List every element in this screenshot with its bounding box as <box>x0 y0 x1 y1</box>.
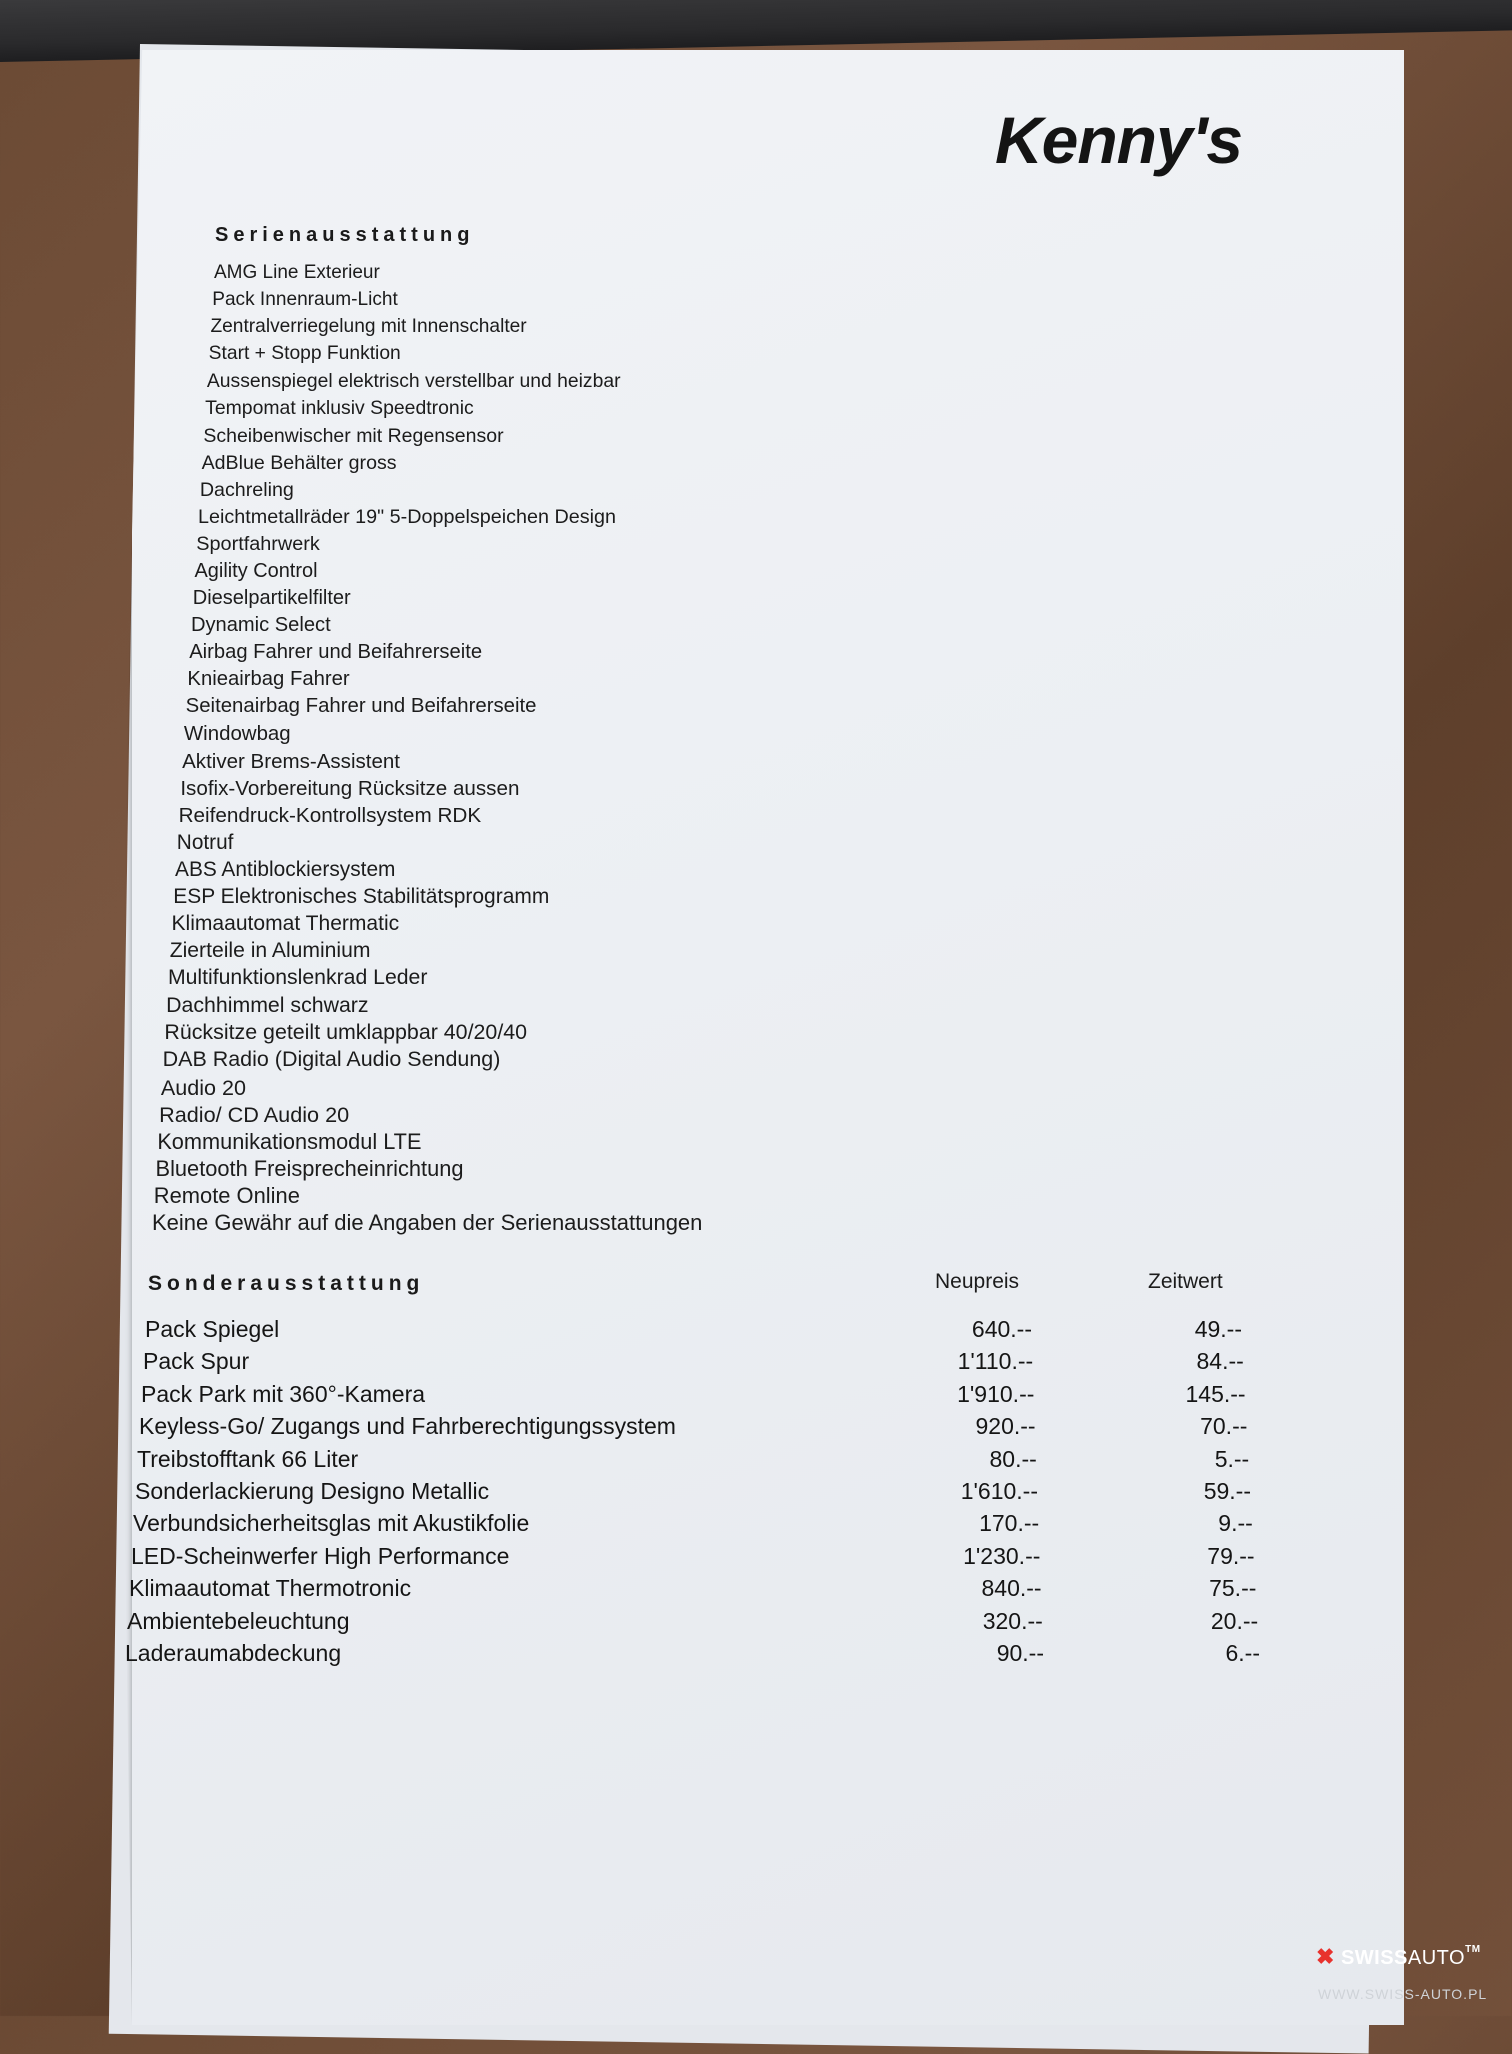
option-zeitwert: 5.-- <box>1214 1445 1250 1472</box>
standard-equipment-item: Reifendruck-Kontrollsystem RDK <box>178 803 482 827</box>
option-neupreis: 80.-- <box>989 1445 1037 1472</box>
standard-equipment-item: Rücksitze geteilt umklappbar 40/20/40 <box>164 1020 528 1045</box>
option-neupreis: 1'110.-- <box>957 1348 1034 1375</box>
standard-equipment-item: Dachreling <box>199 478 294 501</box>
standard-equipment-item: Aussenspiegel elektrisch verstellbar und heizbar <box>206 370 621 393</box>
standard-equipment-item: Start + Stopp Funktion <box>208 343 401 365</box>
standard-equipment-item: ABS Antiblockiersystem <box>175 857 396 881</box>
option-zeitwert: 145.-- <box>1185 1380 1246 1407</box>
watermark-url: WWW.SWISS-AUTO.PL <box>1318 1986 1488 2002</box>
option-zeitwert: 9.-- <box>1218 1510 1253 1537</box>
watermark-brand-suffix: AUTO <box>1407 1947 1466 1969</box>
standard-equipment-item: Keine Gewähr auf die Angaben der Serienausstattungen <box>152 1210 703 1235</box>
optional-equipment-row <box>0 1478 1512 1510</box>
standard-equipment-item: Dynamic Select <box>190 614 331 637</box>
option-name: Klimaautomat Thermotronic <box>129 1575 412 1602</box>
option-neupreis: 920.-- <box>975 1413 1036 1440</box>
kennys-logo: Kenny's <box>995 103 1243 177</box>
standard-equipment-item: Knieairbag Fahrer <box>187 668 350 691</box>
option-neupreis: 1'910.-- <box>957 1380 1035 1407</box>
option-zeitwert: 70.-- <box>1200 1413 1248 1440</box>
standard-equipment-item: Zierteile in Aluminium <box>169 939 371 963</box>
standard-equipment-item: Airbag Fahrer und Beifahrerseite <box>189 641 483 664</box>
standard-equipment-item: ESP Elektronisches Stabilitätsprogramm <box>173 884 550 908</box>
standard-equipment-item: Radio/ CD Audio 20 <box>159 1101 350 1127</box>
standard-equipment-item: Isofix-Vorbereitung Rücksitze aussen <box>180 776 520 800</box>
option-zeitwert: 75.-- <box>1209 1575 1257 1602</box>
standard-equipment-item: Aktiver Brems-Assistent <box>182 749 401 773</box>
optional-equipment-row <box>0 1316 1512 1348</box>
standard-equipment-item: Agility Control <box>194 559 318 582</box>
watermark-trademark: TM <box>1465 1944 1481 1955</box>
neupreis-column-header: Neupreis <box>935 1270 1020 1293</box>
option-name: LED-Scheinwerfer High Performance <box>131 1542 510 1569</box>
zeitwert-column-header: Zeitwert <box>1148 1270 1223 1293</box>
standard-equipment-item: Zentralverriegelung mit Innenschalter <box>210 316 527 338</box>
option-name: Pack Spur <box>143 1348 250 1375</box>
optional-equipment-row <box>0 1608 1512 1640</box>
optional-equipment-row <box>0 1575 1512 1607</box>
optional-equipment-row <box>0 1348 1512 1380</box>
option-neupreis: 1'230.-- <box>963 1542 1041 1569</box>
option-name: Sonderlackierung Designo Metallic <box>135 1478 490 1504</box>
standard-equipment-item: Dachhimmel schwarz <box>166 993 369 1018</box>
serienausstattung-heading: Serienausstattung <box>215 224 475 246</box>
option-name: Laderaumabdeckung <box>125 1640 342 1666</box>
standard-equipment-item: Sportfahrwerk <box>196 532 320 555</box>
option-zeitwert: 20.-- <box>1210 1607 1259 1634</box>
standard-equipment-item: Leichtmetallräder 19" 5-Doppelspeichen Design <box>198 505 616 528</box>
option-neupreis: 170.-- <box>979 1510 1040 1537</box>
option-zeitwert: 6.-- <box>1225 1640 1260 1666</box>
option-zeitwert: 79.-- <box>1207 1542 1255 1569</box>
standard-equipment-item: AdBlue Behälter gross <box>201 451 397 474</box>
optional-equipment-row <box>0 1543 1512 1575</box>
sonderausstattung-heading: Sonderausstattung <box>148 1272 425 1295</box>
option-zeitwert: 49.-- <box>1194 1316 1242 1342</box>
optional-equipment-row <box>0 1510 1512 1542</box>
option-name: Pack Park mit 360°-Kamera <box>141 1380 426 1407</box>
standard-equipment-item: Notruf <box>176 830 234 854</box>
option-zeitwert: 84.-- <box>1196 1348 1244 1375</box>
option-name: Pack Spiegel <box>145 1316 280 1342</box>
option-neupreis: 640.-- <box>971 1316 1032 1342</box>
standard-equipment-item: Tempomat inklusiv Speedtronic <box>205 397 474 420</box>
optional-equipment-row <box>0 1640 1512 1672</box>
standard-equipment-item: Scheibenwischer mit Regensensor <box>203 424 504 447</box>
standard-equipment-item: Kommunikationsmodul LTE <box>157 1128 422 1154</box>
option-neupreis: 840.-- <box>981 1575 1042 1602</box>
option-zeitwert: 59.-- <box>1203 1478 1251 1504</box>
optional-equipment-row <box>0 1446 1512 1478</box>
swissauto-watermark <box>1316 1944 1481 1970</box>
standard-equipment-item: Seitenairbag Fahrer und Beifahrerseite <box>185 695 537 718</box>
standard-equipment-item: Bluetooth Freisprecheinrichtung <box>155 1155 464 1181</box>
option-name: Verbundsicherheitsglas mit Akustikfolie <box>133 1510 530 1537</box>
swissauto-x-icon: ✖ <box>1316 1944 1335 1969</box>
option-neupreis: 320.-- <box>982 1607 1043 1634</box>
option-neupreis: 1'610.-- <box>960 1478 1038 1504</box>
standard-equipment-item: Windowbag <box>183 722 291 746</box>
standard-equipment-item: Klimaautomat Thermatic <box>171 912 400 936</box>
standard-equipment-item: Dieselpartikelfilter <box>192 587 351 610</box>
standard-equipment-item: Pack Innenraum-Licht <box>212 289 398 311</box>
option-name: Ambientebeleuchtung <box>127 1607 350 1634</box>
optional-equipment-row <box>0 1413 1512 1445</box>
standard-equipment-item: Multifunktionslenkrad Leder <box>167 966 428 990</box>
standard-equipment-item: Audio 20 <box>160 1074 246 1100</box>
option-neupreis: 90.-- <box>996 1640 1044 1666</box>
standard-equipment-item: Remote Online <box>153 1182 300 1208</box>
option-name: Keyless-Go/ Zugangs und Fahrberechtigungssystem <box>139 1413 676 1440</box>
standard-equipment-item: AMG Line Exterieur <box>214 262 380 283</box>
option-name: Treibstofftank 66 Liter <box>137 1445 359 1472</box>
standard-equipment-item: DAB Radio (Digital Audio Sendung) <box>162 1047 501 1072</box>
optional-equipment-row <box>0 1381 1512 1413</box>
watermark-brand-prefix: SWISS <box>1340 1947 1408 1969</box>
